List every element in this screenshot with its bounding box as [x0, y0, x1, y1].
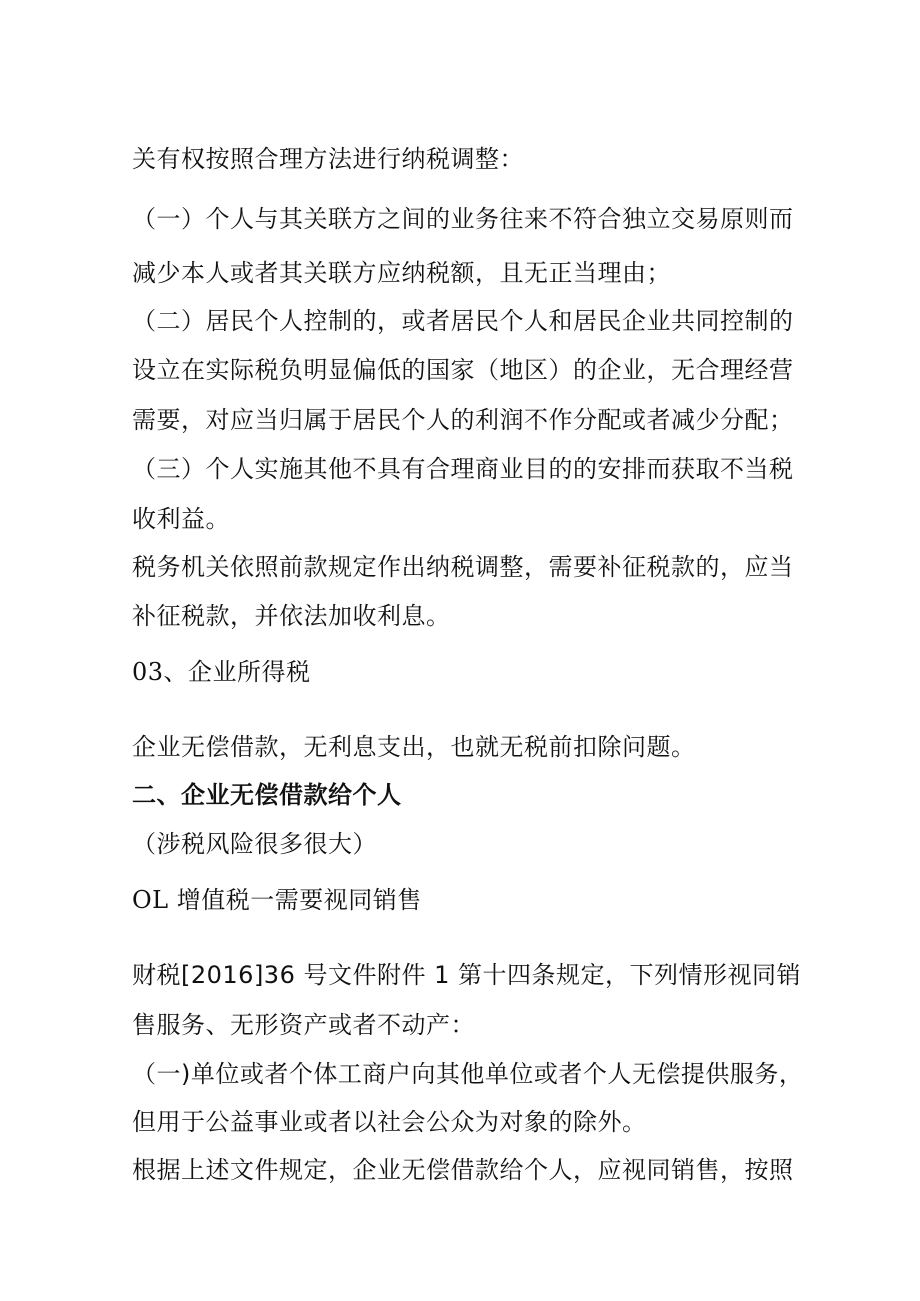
paragraph-line: 收利益。 [132, 505, 230, 533]
paragraph-line: 设立在实际税负明显偏低的国家（地区）的企业，无合理经营 [132, 356, 794, 384]
paragraph-line: （三）个人实施其他不具有合理商业目的的安排而获取不当税 [132, 455, 794, 483]
paragraph-line: 售服务、无形资产或者不动产： [132, 1011, 475, 1039]
paragraph-line: 减少本人或者其关联方应纳税额，且无正当理由； [132, 259, 671, 287]
section-title: 03、企业所得税 [132, 658, 311, 686]
paragraph-line: （二）居民个人控制的，或者居民个人和居民企业共同控制的 [132, 307, 794, 335]
paragraph-line: 企业无偿借款，无利息支出，也就无税前扣除问题。 [132, 733, 696, 761]
section-heading: 二、企业无偿借款给个人 [132, 781, 402, 809]
paragraph-line: 财税[2016]36 号文件附件 1 第十四条规定，下列情形视同销 [132, 961, 801, 989]
section-title: OL 增值税一需要视同销售 [132, 886, 422, 914]
paragraph-line: （涉税风险很多很大） [132, 830, 377, 858]
paragraph-line: 需要，对应当归属于居民个人的利润不作分配或者减少分配； [132, 406, 794, 434]
paragraph-line: 税务机关依照前款规定作出纳税调整，需要补征税款的，应当 [132, 553, 794, 581]
paragraph-line: 关有权按照合理方法进行纳税调整： [132, 145, 524, 173]
paragraph-line: （一)单位或者个体工商户向其他单位或者个人无偿提供服务， [132, 1060, 804, 1088]
paragraph-line: 补征税款，并依法加收利息。 [132, 602, 451, 630]
paragraph-line: 但用于公益事业或者以社会公众为对象的除外。 [132, 1108, 647, 1136]
paragraph-line: （一）个人与其关联方之间的业务往来不符合独立交易原则而 [132, 205, 794, 233]
paragraph-line: 根据上述文件规定，企业无偿借款给个人，应视同销售，按照 [132, 1156, 794, 1184]
